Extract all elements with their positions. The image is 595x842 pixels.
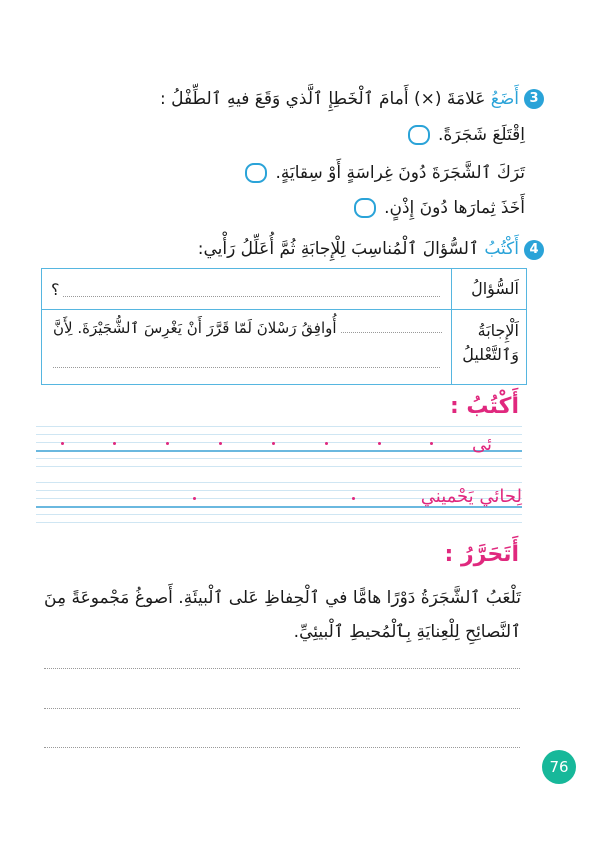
answer-writing-line-2[interactable]	[53, 367, 440, 368]
guide-dot	[193, 497, 196, 500]
composition-line-1[interactable]	[44, 668, 520, 669]
exercise-3-instruction	[160, 88, 519, 109]
option-1-checkbox[interactable]	[408, 125, 430, 145]
exercise-3-verb: أَضَعُ	[490, 89, 519, 109]
question-input-cell[interactable]	[42, 269, 452, 310]
guide-dot	[113, 442, 116, 445]
guide-dot	[325, 442, 328, 445]
answer-label-1: اَلْإِجابَةُ	[477, 321, 519, 340]
exercise-3-text: عَلامَةَ (×) أَمامَ ٱلْخَطِإِ ٱلَّذي وَقَعَ فيهِ ٱلطِّفْلُ :	[159, 89, 491, 109]
composition-line-2[interactable]	[44, 708, 520, 709]
option-3-label: أَخَذَ ثِمارَها دُونَ إِذْنٍ.	[384, 198, 525, 218]
handwriting-grid[interactable]	[36, 420, 522, 526]
question-answer-table	[41, 268, 527, 385]
write-title: أَكْتُبُ :	[449, 394, 519, 419]
question-mark: ؟	[51, 280, 60, 299]
option-3[interactable]	[354, 198, 525, 218]
answer-prompt-text: أُوافِقُ رَسْلانَ لَمّا قَرَّرَ أَنْ يَغْرِسَ ٱلشُّجَيْرَةَ. لِأَنَّ	[53, 319, 337, 337]
exercise-4-verb: أَكْتُبُ	[484, 239, 519, 259]
composition-line-3[interactable]	[44, 747, 520, 748]
guide-dot	[166, 442, 169, 445]
option-2-checkbox[interactable]	[245, 163, 267, 183]
guide-dot	[430, 442, 433, 445]
model-letter: ئى	[471, 434, 492, 455]
guide-dot	[219, 442, 222, 445]
exercise-4-badge: 4	[524, 240, 544, 260]
question-label: اَلسُّؤالُ	[471, 279, 519, 298]
compose-title: أَتَحَرَّرُ :	[444, 542, 519, 567]
answer-label-cell	[452, 310, 527, 385]
page-number: 76	[542, 750, 576, 784]
model-phrase: لِحائي يَحْميني	[420, 486, 522, 507]
option-1-label: اِقْتَلَعَ شَجَرَةً.	[438, 125, 525, 145]
option-2[interactable]	[245, 162, 525, 183]
exercise-3-badge: 3	[524, 89, 544, 109]
question-writing-line[interactable]	[63, 296, 440, 297]
answer-label-2: وَٱلتَّعْليلُ	[462, 345, 519, 364]
answer-writing-line-1[interactable]	[341, 332, 442, 333]
option-3-checkbox[interactable]	[354, 198, 376, 218]
exercise-4-text: ٱلسُّؤالَ ٱلْمُناسِبَ لِلْإِجابَةِ ثُمَّ أُعَلِّلُ رَأْيي:	[197, 239, 485, 259]
question-label-cell	[452, 269, 527, 310]
answer-input-cell[interactable]	[42, 310, 452, 385]
guide-dot	[378, 442, 381, 445]
exercise-4-instruction	[198, 238, 519, 259]
guide-dot	[272, 442, 275, 445]
option-1[interactable]	[408, 125, 525, 145]
guide-dot	[352, 497, 355, 500]
guide-dot	[61, 442, 64, 445]
compose-instruction: تَلْعَبُ ٱلشَّجَرَةُ دَوْرًا هامًّا في ٱلْحِفاظِ عَلى ٱلْبيئَةِ. أَصوغُ مَجْموعَةً مِنَ ٱلنَّصائِحِ لِلْعِنايَةِ بِٱلْمُحيطِ ٱلْبيئِيِّ.	[44, 588, 521, 642]
option-2-label: تَرَكَ ٱلشَّجَرَةَ دُونَ غِراسَةٍ أَوْ سِقايَةٍ.	[275, 163, 525, 183]
